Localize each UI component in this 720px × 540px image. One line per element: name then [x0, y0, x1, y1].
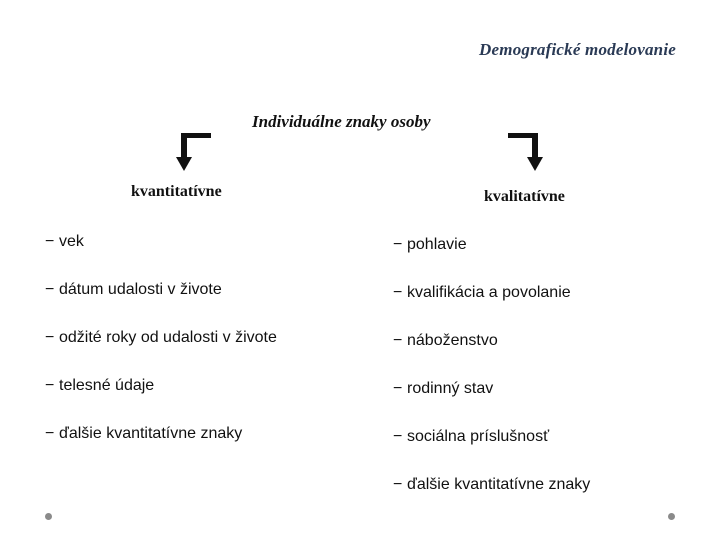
dash-bullet: −	[393, 332, 403, 349]
dash-bullet: −	[45, 377, 55, 394]
list-item-text: ďalšie kvantitatívne znaky	[59, 425, 243, 442]
slide-header-title: Demografické modelovanie	[479, 40, 676, 59]
list-item	[393, 281, 590, 305]
list-item-text: pohlavie	[407, 236, 467, 253]
dash-bullet: −	[393, 428, 403, 445]
list-item	[45, 422, 277, 446]
qualitative-heading: kvalitatívne	[484, 188, 565, 205]
list-item	[393, 425, 590, 449]
list-item-text: ďalšie kvantitatívne znaky	[407, 476, 591, 493]
list-item	[393, 329, 590, 353]
list-item-text: dátum udalosti v živote	[59, 281, 222, 298]
quantitative-heading: kvantitatívne	[131, 183, 222, 200]
list-item-text: náboženstvo	[407, 332, 498, 349]
qualitative-list	[393, 233, 590, 521]
list-item-text: telesné údaje	[59, 377, 155, 394]
dash-bullet: −	[45, 281, 55, 298]
list-item	[45, 374, 277, 398]
dash-bullet: −	[393, 236, 403, 253]
list-item	[45, 230, 277, 254]
list-item-text: vek	[59, 233, 84, 250]
dash-bullet: −	[393, 284, 403, 301]
quantitative-list	[45, 230, 277, 470]
list-item	[393, 473, 590, 497]
dash-bullet: −	[393, 380, 403, 397]
bent-arrow-down-right-icon	[506, 133, 544, 173]
dash-bullet: −	[45, 233, 55, 250]
central-heading: Individuálne znaky osoby	[252, 112, 431, 131]
list-item-text: odžité roky od udalosti v živote	[59, 329, 277, 346]
list-item	[45, 278, 277, 302]
list-item-text: kvalifikácia a povolanie	[407, 284, 571, 301]
list-item	[393, 377, 590, 401]
list-item-text: sociálna príslušnosť	[407, 428, 550, 445]
list-item	[45, 326, 277, 350]
slide-dot-right	[668, 513, 675, 520]
list-item-text: rodinný stav	[407, 380, 494, 397]
slide-dot-left	[45, 513, 52, 520]
bent-arrow-down-left-icon	[175, 133, 213, 173]
list-item	[393, 233, 590, 257]
dash-bullet: −	[393, 476, 403, 493]
dash-bullet: −	[45, 425, 55, 442]
dash-bullet: −	[45, 329, 55, 346]
